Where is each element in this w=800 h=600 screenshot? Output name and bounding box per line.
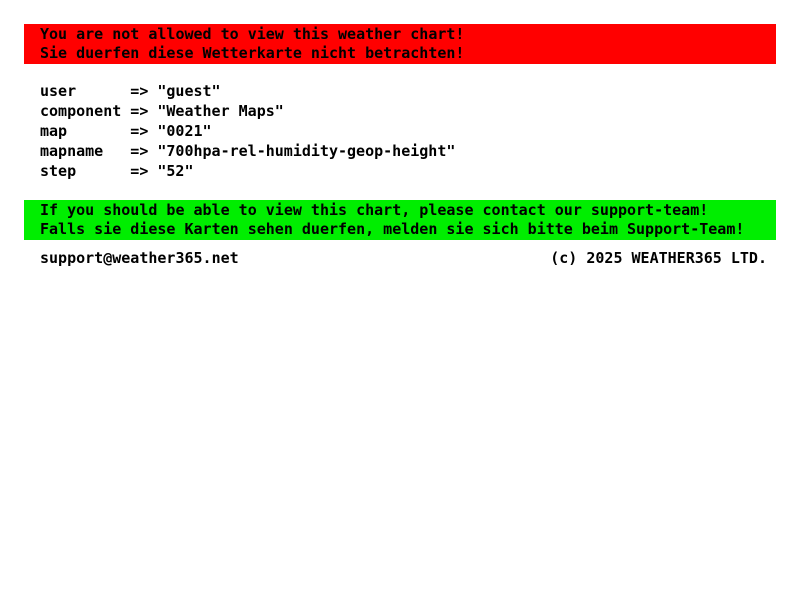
error-banner-line-en: You are not allowed to view this weather chart! [40,25,465,43]
copyright-notice: (c) 2025 WEATHER365 LTD. [550,249,767,267]
info-banner [24,200,776,240]
info-banner-line-en: If you should be able to view this chart, please contact our support-team! [40,201,709,219]
detail-key: mapname [40,142,104,160]
footer [24,248,776,268]
error-banner [24,24,776,64]
detail-row-step [40,161,776,181]
detail-row-user [40,81,776,101]
detail-value: "700hpa-rel-humidity-geop-height" [157,142,456,160]
arrow-symbol: => [130,142,149,160]
page-content [24,24,776,268]
detail-key: step [40,162,77,180]
detail-row-map [40,121,776,141]
detail-value: "52" [157,162,194,180]
detail-key: component [40,102,122,120]
detail-value: "Weather Maps" [157,102,284,120]
arrow-symbol: => [130,122,149,140]
arrow-symbol: => [130,162,149,180]
arrow-symbol: => [130,82,149,100]
detail-row-component [40,101,776,121]
detail-value: "guest" [157,82,221,100]
request-details [24,81,776,181]
error-banner-line-de: Sie duerfen diese Wetterkarte nicht betrachten! [40,44,465,62]
detail-key: user [40,82,77,100]
detail-row-mapname [40,141,776,161]
detail-value: "0021" [157,122,212,140]
support-email: support@weather365.net [40,249,239,267]
detail-key: map [40,122,68,140]
arrow-symbol: => [130,102,149,120]
info-banner-line-de: Falls sie diese Karten sehen duerfen, melden sie sich bitte beim Support-Team! [40,220,745,238]
